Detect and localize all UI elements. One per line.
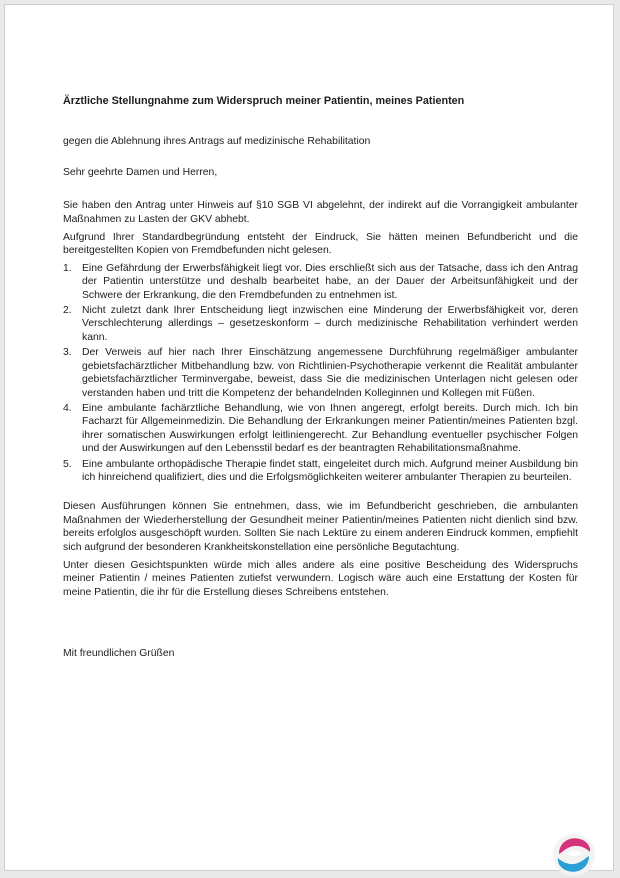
list-item-text: Der Verweis auf hier nach Ihrer Einschätzung angemessene Durchführung regelmäßiger ambulanter gebietsfachärztlicher Mitbehandlung bzw. von Richtlinien-Psychotherapie verkennt die Realität ambulanter gebietsfachärztlicher Terminvergabe, beweist, dass Sie die medizinischen Unterlagen nicht gelesen oder verstanden haben und tritt die Kompetenz der behandelnden Kolleginnen und Kollegen mit Füßen. bbox=[82, 347, 578, 399]
paragraph-impression: Aufgrund Ihrer Standardbegründung entsteht der Eindruck, Sie hätten meinen Befundbericht und die bereitgestellten Kopien von Fremdbefunden nicht gelesen. bbox=[63, 232, 578, 257]
letter-page bbox=[4, 4, 614, 871]
list-item-number: 2. bbox=[63, 305, 72, 317]
argument-list bbox=[59, 262, 578, 485]
list-item bbox=[59, 402, 578, 456]
list-item bbox=[59, 262, 578, 302]
list-item-number: 4. bbox=[63, 402, 72, 414]
letter-title: Ärztliche Stellungnahme zum Widerspruch meiner Patientin, meines Patienten bbox=[63, 95, 465, 107]
list-item-text: Eine ambulante fachärztliche Behandlung, wie von Ihnen angeregt, erfolgt bereits. Durch mich. Ich bin Facharzt für Allgemeinmedizin. Die Behandlung der Erkrankungen meiner Patientin/meines Patienten bzgl. ihrer somatischen Auswirkungen erfolgt leitliniengerecht. Zur Behandlung eventueller psychischer Folgen und der Auswirkungen auf den Lebensstil bedarf es der beantragten Rehabilitationsmaßnahme. bbox=[82, 402, 578, 455]
list-item-text: Eine ambulante orthopädische Therapie findet statt, eingeleitet durch mich. Aufgrund meiner Ausbildung bin ich hinreichend qualifiziert, dies und die Erfolgsmöglichkeiten weiterer ambulanter Therapien zu beurteilen. bbox=[82, 458, 578, 483]
list-item-number: 1. bbox=[63, 262, 72, 274]
list-item bbox=[59, 346, 578, 400]
list-item bbox=[59, 304, 578, 344]
paragraph-expectation: Unter diesen Gesichtspunkten würde mich alles andere als eine positive Bescheidung des Widerspruchs meiner Patientin / meines Patienten zutiefst verwundern. Logisch wäre auch eine Erstattung der Kosten für meine Patientin, die ihr für die Erstellung dieses Schreibens entstehen. bbox=[63, 559, 578, 598]
letter-body bbox=[59, 95, 578, 661]
paragraph-conclusion: Diesen Ausführungen können Sie entnehmen, dass, wie im Befundbericht geschrieben, die ambulanten Maßnahmen der Wiederherstellung der Gesundheit meiner Patientin/meines Patienten nicht dienlich sind bzw. bereits erfolglos ausgeschöpft wurden. Sollten Sie nach Lektüre zu einem anderen Eindruck kommen, empfiehlt sich aufgrund der besonderen Krankheitskonstellation eine persönliche Begutachtung. bbox=[63, 501, 578, 553]
paragraph-rejection: Sie haben den Antrag unter Hinweis auf §10 SGB VI abgelehnt, der indirekt auf die Vorrangigkeit ambulanter Maßnahmen zu Lasten der GKV abhebt. bbox=[63, 200, 578, 225]
swirl-logo-icon bbox=[551, 832, 597, 878]
list-item-number: 3. bbox=[63, 347, 72, 359]
list-item-text: Eine Gefährdung der Erwerbsfähigkeit liegt vor. Dies erschließt sich aus der Tatsache, dass ich den Antrag der Patientin unterstütze und deshalb bearbeitet habe, an der Dauer der Arbeitsunfähigkeit und der Schwere der Erkrankung, die den Fremdbefunden zu entnehmen ist. bbox=[82, 262, 578, 301]
list-item bbox=[59, 458, 578, 485]
list-item-text: Nicht zuletzt dank Ihrer Entscheidung liegt inzwischen eine Minderung der Erwerbsfähigkeit vor, deren Verschlechterung allerdings – gesetzeskonform – durch medizinische Rehabilitation verhindert werden kann. bbox=[82, 305, 578, 343]
list-item-number: 5. bbox=[63, 458, 72, 470]
letter-subject: gegen die Ablehnung ihres Antrags auf medizinische Rehabilitation bbox=[63, 136, 371, 148]
letter-closing: Mit freundlichen Grüßen bbox=[63, 648, 175, 660]
letter-salutation: Sehr geehrte Damen und Herren, bbox=[63, 166, 218, 178]
